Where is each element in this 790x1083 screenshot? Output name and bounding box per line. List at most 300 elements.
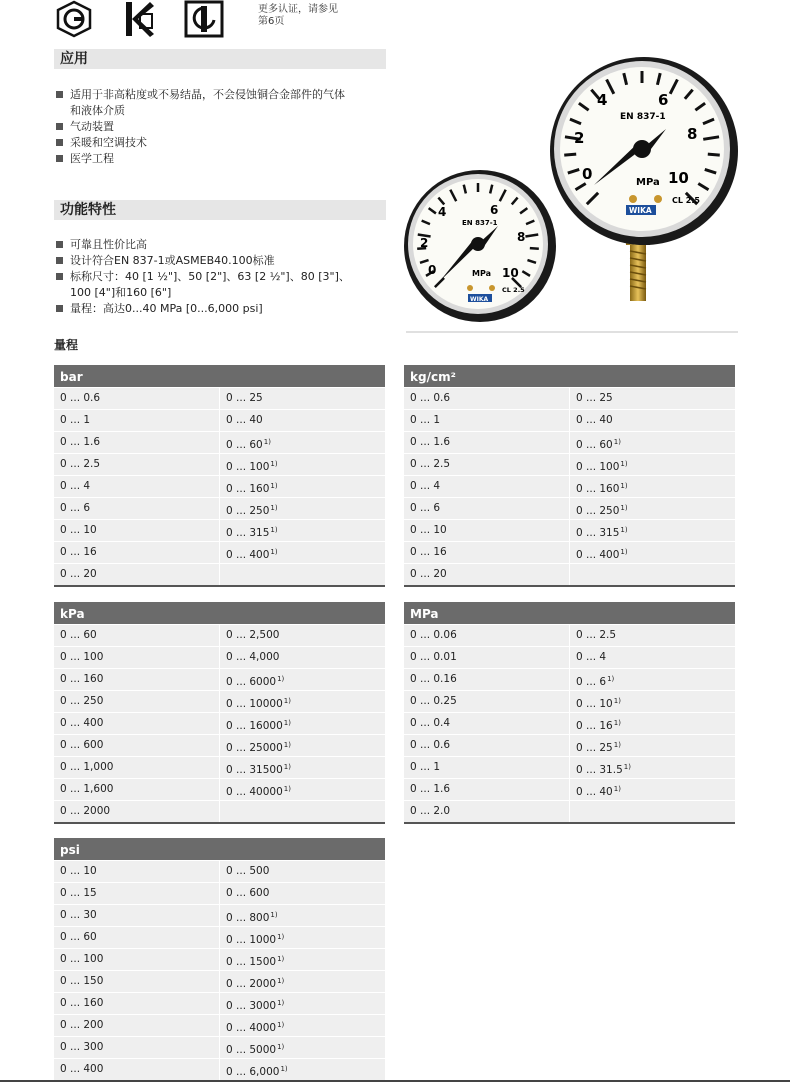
range-value: 0 ... 315 [226,527,270,539]
range-value: 0 ... 60 [226,439,263,451]
table-cell [569,757,735,778]
table-cell [219,861,385,882]
table-cell [219,757,385,778]
gauge-scale-label: 8 [517,230,526,244]
gauge-standard-label: EN 837-1 [462,219,498,227]
footnote-mark: 1) [620,460,628,468]
range-value: 0 ... 6000 [226,676,277,688]
gost-certification-icon [54,0,94,38]
footnote-mark: 1) [277,1021,285,1029]
table-cell [404,388,569,409]
gauge-scale-label: 6 [490,203,499,217]
range-value: 0 ... 15 [60,887,97,899]
table-cell [219,432,385,453]
footnote-mark: 1) [277,955,285,963]
range-value: 0 ... 60 [60,629,97,641]
table-row [404,712,735,734]
table-row [404,646,735,668]
table-cell [569,498,735,519]
table-end-rule [404,822,735,824]
range-value: 0 ... 20 [410,568,447,580]
table-cell [569,735,735,756]
table-cell [404,498,569,519]
footnote-mark: 1) [277,933,285,941]
applications-list [56,87,386,167]
footnote-mark: 1) [607,675,615,683]
table-cell [219,993,385,1014]
table-cell [404,625,569,646]
certification-note-line: 第6页 [258,16,285,27]
range-table-bar [54,365,385,587]
range-value: 0 ... 30 [60,909,97,921]
range-value: 0 ... 6 [576,676,607,688]
table-cell [54,476,219,497]
table-row [54,541,385,563]
range-value: 0 ... 2.5 [576,629,617,641]
table-cell [219,410,385,431]
applications-heading: 应用 [54,49,386,69]
range-value: 0 ... 1500 [226,956,277,968]
table-cell [219,625,385,646]
table-row [404,409,735,431]
gauge-brand-label: WIKA [629,206,652,215]
table-header-unit: psi [54,838,385,860]
range-value: 0 ... 25000 [226,742,283,754]
gauge-scale-label: 10 [502,266,519,280]
gauge-scale-label: 6 [658,91,669,109]
range-value: 0 ... 60 [576,439,613,451]
table-row [404,519,735,541]
range-table-psi [54,838,385,1082]
table-row [54,712,385,734]
table-row [404,431,735,453]
table-row [54,882,385,904]
table-cell [219,542,385,563]
range-value: 0 ... 40000 [226,786,283,798]
gauge-unit-label: MPa [636,177,660,188]
footnote-mark: 1) [280,1065,288,1073]
range-value: 0 ... 100 [576,461,620,473]
table-row [404,778,735,800]
certification-logos [54,0,254,40]
range-table-kpa [54,602,385,824]
table-cell [219,905,385,926]
range-value: 0 ... 600 [226,887,270,899]
gauge-tick [530,248,539,249]
range-value: 0 ... 16000 [226,720,283,732]
range-value: 0 ... 100 [226,461,270,473]
range-value: 0 ... 160 [576,483,620,495]
table-cell [404,432,569,453]
table-cell [569,669,735,690]
table-row [404,734,735,756]
table-cell [404,410,569,431]
table-row [404,453,735,475]
kazakhstan-certification-icon [120,0,160,38]
range-value: 0 ... 0.6 [410,739,451,751]
footnote-mark: 1) [283,741,291,749]
gauge-scale-label: 0 [582,165,593,183]
table-cell [54,388,219,409]
table-cell [404,476,569,497]
table-row [404,563,735,585]
range-value: 0 ... 16 [576,720,613,732]
gauge-class-label: CL 2.5 [502,286,525,294]
table-row [54,431,385,453]
footnote-mark: 1) [270,460,278,468]
gauge-scale-label: 2 [574,129,585,147]
range-value: 0 ... 0.6 [60,392,101,404]
range-value: 0 ... 10 [60,865,97,877]
footnote-mark: 1) [270,504,278,512]
table-cell [569,779,735,800]
table-row [54,970,385,992]
table-cell [569,454,735,475]
table-cell [219,691,385,712]
range-value: 0 ... 400 [60,1063,104,1075]
table-cell [404,564,569,585]
table-row [54,778,385,800]
list-item: 标称尺寸：40 [1 ½"]、50 [2"]、63 [2 ½"]、80 [3"]、 [56,269,386,285]
table-row [404,668,735,690]
table-row [54,904,385,926]
table-cell [219,454,385,475]
table-cell [54,520,219,541]
gauge-brand-label: WIKA [470,296,489,303]
footnote-mark: 1) [277,999,285,1007]
footnote-mark: 1) [283,719,291,727]
table-cell [54,757,219,778]
range-value: 0 ... 31.5 [576,764,623,776]
table-cell [54,883,219,904]
table-row [54,387,385,409]
table-cell [219,927,385,948]
divider [406,331,738,333]
table-row [54,497,385,519]
range-value: 0 ... 2.0 [410,805,451,817]
range-value: 0 ... 2.5 [410,458,451,470]
list-item: 适用于非高粘度或不易结晶，不会侵蚀铜合金部件的气体 [56,87,386,103]
range-value: 0 ... 40 [576,786,613,798]
table-cell [54,498,219,519]
table-end-rule [404,585,735,587]
range-value: 0 ... 2,500 [226,629,280,641]
table-cell [569,801,735,822]
footnote-mark: 1) [613,741,621,749]
footnote-mark: 1) [277,977,285,985]
range-value: 0 ... 10 [60,524,97,536]
range-value: 0 ... 1000 [226,934,277,946]
range-value: 0 ... 4,000 [226,651,280,663]
table-cell [54,927,219,948]
range-value: 0 ... 250 [576,505,620,517]
range-value: 0 ... 0.6 [410,392,451,404]
gauge-tick [564,154,576,155]
range-value: 0 ... 4 [576,651,607,663]
table-row [54,453,385,475]
list-item: 设计符合EN 837-1或ASMEB40.100标准 [56,253,386,269]
footnote-mark: 1) [270,548,278,556]
range-value: 0 ... 0.4 [410,717,451,729]
range-value: 0 ... 100 [60,953,104,965]
range-value: 0 ... 25 [576,742,613,754]
table-cell [219,949,385,970]
range-value: 0 ... 0.01 [410,651,457,663]
range-value: 0 ... 1.6 [410,436,451,448]
table-header-unit: kg/cm² [404,365,735,387]
table-cell [219,388,385,409]
table-cell [54,1037,219,1058]
page-bottom-rule [0,1080,790,1082]
table-row [54,519,385,541]
range-value: 0 ... 400 [60,717,104,729]
gauge-scale-label: 0 [428,263,437,277]
table-cell [219,971,385,992]
gauge-scale-label: 4 [438,205,447,219]
list-item: 量程：高达0...40 MPa [0...6,000 psi] [56,301,386,317]
range-value: 0 ... 10 [576,698,613,710]
table-cell [54,735,219,756]
table-cell [404,669,569,690]
table-cell [54,861,219,882]
table-cell [569,713,735,734]
range-value: 0 ... 1 [60,414,91,426]
range-value: 0 ... 200 [60,1019,104,1031]
range-value: 0 ... 0.06 [410,629,457,641]
range-value: 0 ... 300 [60,1041,104,1053]
table-row [404,497,735,519]
table-cell [54,564,219,585]
table-cell [54,971,219,992]
table-cell [404,735,569,756]
range-value: 0 ... 4000 [226,1022,277,1034]
table-cell [404,542,569,563]
certification-note [258,4,338,28]
footnote-mark: 1) [283,763,291,771]
range-value: 0 ... 315 [576,527,620,539]
list-item-continuation: 和液体介质 [70,104,125,117]
table-row [404,541,735,563]
table-cell [219,498,385,519]
table-cell [404,520,569,541]
list-item: 采暖和空调技术 [56,135,386,151]
table-cell [54,454,219,475]
range-value: 0 ... 0.25 [410,695,457,707]
footnote-mark: 1) [623,763,631,771]
range-table-mpa [404,602,735,824]
table-cell [404,647,569,668]
table-cell [219,713,385,734]
footnote-mark: 1) [277,675,285,683]
footnote-mark: 1) [620,526,628,534]
table-row [54,800,385,822]
range-value: 0 ... 100 [60,651,104,663]
features-heading: 功能特性 [54,200,386,220]
table-row [54,1014,385,1036]
table-header-unit: bar [54,365,385,387]
range-value: 0 ... 800 [226,912,270,924]
table-cell [54,1059,219,1080]
footnote-mark: 1) [270,526,278,534]
table-row [54,475,385,497]
features-list [56,237,386,317]
range-value: 0 ... 4 [410,480,441,492]
list-item: 气动装置 [56,119,386,135]
range-value: 0 ... 160 [226,483,270,495]
range-value: 0 ... 6 [60,502,91,514]
large-gauge [550,57,738,245]
table-end-rule [54,822,385,824]
table-cell [219,779,385,800]
table-row [54,1058,385,1080]
range-value: 0 ... 160 [60,997,104,1009]
table-row [54,563,385,585]
table-row [404,387,735,409]
table-cell [219,476,385,497]
range-value: 0 ... 3000 [226,1000,277,1012]
gauge-standard-label: EN 837-1 [620,112,666,122]
table-cell [569,691,735,712]
table-cell [219,564,385,585]
table-cell [219,1059,385,1080]
list-item: 医学工程 [56,151,386,167]
table-cell [219,1037,385,1058]
table-cell [404,801,569,822]
table-cell [219,1015,385,1036]
table-cell [404,454,569,475]
table-row [54,690,385,712]
range-table-kgcm2 [404,365,735,587]
range-value: 0 ... 2.5 [60,458,101,470]
table-row [54,734,385,756]
list-item: 可靠且性价比高 [56,237,386,253]
table-row [404,800,735,822]
table-row [404,756,735,778]
footnote-mark: 1) [613,719,621,727]
gauge-tick [708,154,720,155]
range-value: 0 ... 0.16 [410,673,457,685]
range-value: 0 ... 6 [410,502,441,514]
table-cell [54,669,219,690]
footnote-mark: 1) [620,504,628,512]
table-cell [219,520,385,541]
gauge-unit-label: MPa [472,269,492,278]
table-header-unit: kPa [54,602,385,624]
table-cell [54,647,219,668]
footnote-mark: 1) [283,697,291,705]
footnote-mark: 1) [263,438,271,446]
footnote-mark: 1) [613,438,621,446]
table-cell [219,883,385,904]
gauge-scale-label: 2 [420,236,429,250]
range-value: 0 ... 31500 [226,764,283,776]
certification-note-line: 更多认证，请参见 [258,4,338,15]
table-row [404,475,735,497]
footnote-mark: 1) [613,697,621,705]
table-cell [404,757,569,778]
range-value: 0 ... 10 [410,524,447,536]
table-cell [404,691,569,712]
footnote-mark: 1) [270,482,278,490]
range-value: 0 ... 150 [60,975,104,987]
range-value: 0 ... 1.6 [60,436,101,448]
table-row [54,409,385,431]
range-value: 0 ... 1 [410,414,441,426]
table-row [54,624,385,646]
table-row [404,624,735,646]
table-cell [569,410,735,431]
table-row [54,756,385,778]
range-value: 0 ... 160 [60,673,104,685]
table-row [54,992,385,1014]
range-value: 0 ... 20 [60,568,97,580]
table-end-rule [54,585,385,587]
gauge-scale-label: 8 [687,125,698,143]
uzbekistan-certification-icon [184,0,224,38]
table-cell [404,713,569,734]
table-row [54,668,385,690]
table-cell [569,647,735,668]
range-value: 0 ... 40 [576,414,613,426]
table-cell [569,432,735,453]
gauge-scale-label: 4 [597,91,608,109]
range-value: 0 ... 2000 [60,805,111,817]
gauge-scale-label: 10 [668,169,689,187]
table-cell [54,625,219,646]
table-header-unit: MPa [404,602,735,624]
footnote-mark: 1) [613,785,621,793]
range-value: 0 ... 60 [60,931,97,943]
table-cell [569,520,735,541]
table-cell [219,801,385,822]
range-value: 0 ... 1 [410,761,441,773]
table-cell [54,779,219,800]
range-value: 0 ... 16 [60,546,97,558]
table-cell [569,564,735,585]
footnote-mark: 1) [620,482,628,490]
range-value: 0 ... 1,600 [60,783,114,795]
table-row [54,646,385,668]
table-cell [54,949,219,970]
table-cell [54,993,219,1014]
range-value: 0 ... 2000 [226,978,277,990]
range-value: 0 ... 16 [410,546,447,558]
table-row [54,1036,385,1058]
table-cell [54,713,219,734]
range-value: 0 ... 6,000 [226,1066,280,1078]
range-value: 0 ... 1,000 [60,761,114,773]
table-cell [54,691,219,712]
ranges-heading: 量程 [54,338,79,352]
range-value: 0 ... 4 [60,480,91,492]
range-value: 0 ... 25 [226,392,263,404]
range-value: 0 ... 10000 [226,698,283,710]
table-cell [54,410,219,431]
table-cell [569,625,735,646]
table-cell [569,388,735,409]
table-cell [569,542,735,563]
table-cell [54,801,219,822]
range-value: 0 ... 25 [576,392,613,404]
table-cell [569,476,735,497]
range-value: 0 ... 40 [226,414,263,426]
range-value: 0 ... 250 [60,695,104,707]
table-cell [54,542,219,563]
footnote-mark: 1) [277,1043,285,1051]
table-row [54,926,385,948]
table-cell [54,905,219,926]
small-gauge [404,170,556,322]
